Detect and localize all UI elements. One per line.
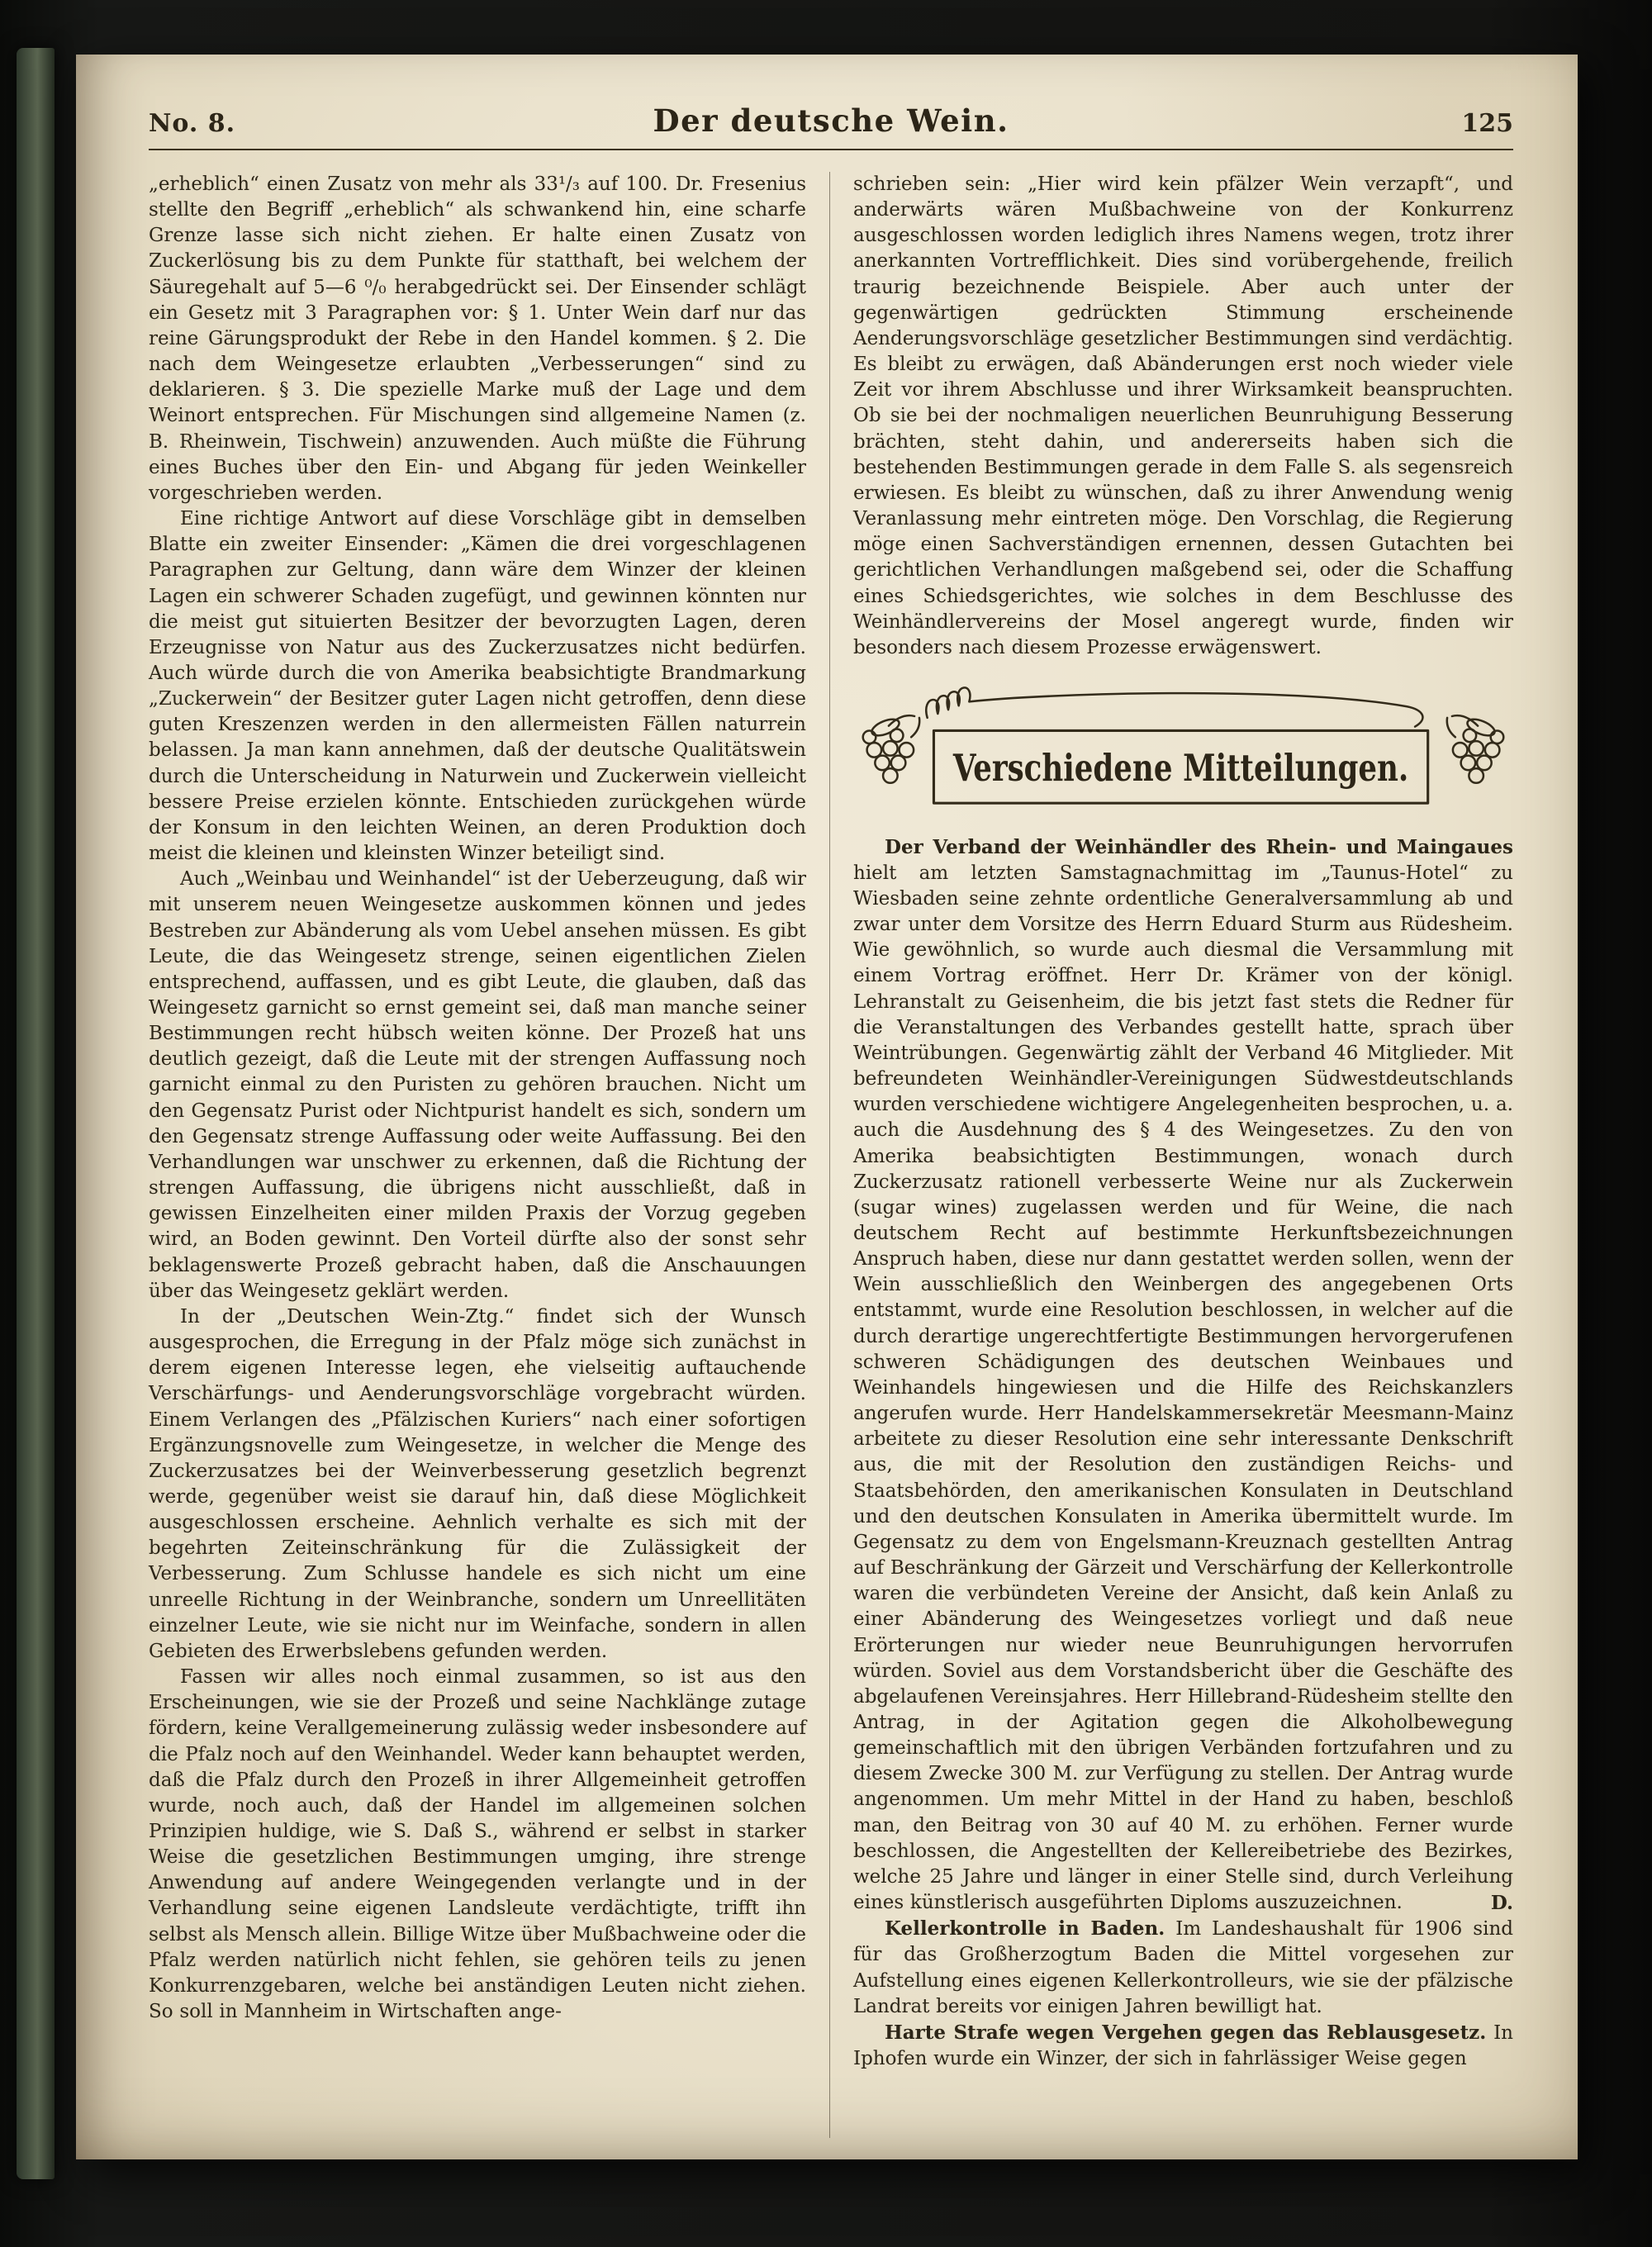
grape-cluster-left-icon — [863, 715, 919, 783]
article-body: hielt am letzten Samstagnachmittag im „Taunus-Hotel“ zu Wiesbaden seine zehnte ordentliche Generalversammlung ab und zwar unter dem Vorsitze des Herrn Eduard Sturm aus Rüdesheim. Wie gewöhnlich, so wurde auch diesmal die Versammlung mit einem Vortrag eröffnet. Herr Dr. Krämer von der königl. Lehranstalt zu Geisenheim, die bis jetzt fast stets die Redner für die Veranstaltungen des Verbandes gestellt hatte, sprach über Weintrübungen. Gegenwärtig zählt der Verband 46 Mitglieder. Mit befreundeten Weinhändler-Vereinigungen Südwestdeutschlands wurden verschiedene wichtigere Angelegenheiten besprochen, u. a. auch die Ausdehnung des § 4 des Weingesetzes. Zu den von Amerika beabsichtigten Bestimmungen, wonach durch Zuckerzusatz rationell verbesserte Weine nur als Zuckerwein (sugar wines) zugelassen werden und für Weine, die nach deutschem Recht auf bestimmte Herkunftsbezeichnungen Anspruch haben, diese nur dann gestattet werden sollen, wenn der Wein ausschließlich den Weinbergen des angegebenen Orts entstammt, wurde eine Resolution beschlossen, in welcher auf die durch derartige ungerechtfertigte Bestimmungen hervorgerufenen schweren Schädigungen des deutschen Weinbaues und Weinhandels hingewiesen und die Hilfe des Reichskanzlers angerufen wurde. Herr Handelskammersekretär Meesmann-Mainz arbeitete zu dieser Resolution eine sehr interessante Denkschrift aus, die mit der Resolution den zuständigen Reichs- und Staatsbehörden, den amerikanischen Konsulaten in Deutschland und den deutschen Konsulaten in Amerika übermittelt wurde. Im Gegensatz zu dem von Engelsmann-Kreuznach gestellten Antrag auf Beschränkung der Gärzeit und Verschärfung der Kellerkontrolle waren die verbündeten Vereine der Ansicht, daß kein Anlaß zu einer Abänderung des Weingesetzes vorliegt und daß neue Erörterungen nur wieder neue Beunruhigungen hervorrufen würden. Soviel aus dem Vorstandsbericht über die Geschäfte des abgelaufenen Vereinsjahres. Herr Hillebrand-Rüdesheim stellte den Antrag, in der Agitation gegen die Alkoholbewegung gemeinschaftlich mit den übrigen Verbänden fortzufahren und zu diesem Zwecke 300 M. zur Verfügung zu stellen. Der Antrag wurde angenommen. Um mehr Mittel in der Hand zu haben, beschloß man, den Beitrag von 30 auf 40 M. zu erhöhen. Ferner wurde beschlossen, die Angestellten der Kellereibetriebe des Bezirkes, welche 25 Jahre und länger in einer Stelle sind, durch Verleihung eines künstlerisch ausgeführten Diploms auszuzeichnen. — [853, 862, 1513, 1914]
article-paragraph: „erheblich“ einen Zusatz von mehr als 33¹/₃ auf 100. Dr. Fresenius stellte den Begriff „erheblich“ als schwankend hin, eine scharfe Grenze lasse sich nicht ziehen. Er halte einen Zusatz von Zuckerlösung bis zu dem Punkte für statthaft, bei welchem der Säuregehalt auf 5—6 ⁰/₀ herabgedrückt sei. Der Einsender schlägt ein Gesetz mit 3 Paragraphen vor: § 1. Unter Wein darf nur das reine Gärungsprodukt der Rebe in den Handel kommen. § 2. Die nach dem Weingesetze erlaubten „Verbesserungen“ sind zu deklarieren. § 3. Die spezielle Marke muß der Lage und dem Weinort entsprechen. Für Mischungen sind allgemeine Namen (z. B. Rheinwein, Tischwein) anzuwenden. Auch müßte die Führung eines Buches über den Ein- und Abgang für jeden Weinkeller vorgeschrieben werden. — [149, 173, 806, 504]
issue-number: No. 8. — [149, 109, 236, 138]
article-lead: Der Verband der Weinhändler des Rhein- und Maingaues — [885, 835, 1513, 858]
scroll-flourish-icon — [926, 687, 1422, 726]
article-signature: D. — [1490, 1892, 1513, 1915]
article-paragraph: In der „Deutschen Wein-Ztg.“ findet sich der Wunsch ausgesprochen, die Erregung in der Pfalz möge sich zunächst in derem eigenen Interesse legen, ehe vielseitig auftauchende Verschärfungs- und Aenderungsvorschläge vorgebracht würden. Einem Verlangen des „Pfälzischen Kuriers“ nach einer sofortigen Ergänzungsnovelle zum Weingesetze, in welcher die Menge des Zuckerzusatzes bei der Weinverbesserung gesetzlich begrenzt werde, gegenüber weist sie darauf hin, daß diese Möglichkeit ausgeschlossen erscheine. Aehnlich verhalte es sich mit der begehrten Zeiteinschränkung für die Zulässigkeit der Verbesserung. Zum Schlusse handele es sich nicht um eine unreelle Richtung in der Weinbranche, sondern um Unreellitäten einzelner Leute, wie sie nicht nur im Weinfache, sondern in allen Gebieten des Erwerbslebens gefunden werden. — [149, 1305, 806, 1662]
article-paragraph — [853, 2020, 1513, 2072]
left-column — [149, 172, 806, 2138]
article-paragraph — [853, 1916, 1513, 2020]
section-ornament — [853, 682, 1513, 818]
article-lead: Kellerkontrolle in Baden. — [885, 1917, 1165, 1941]
page-header — [149, 102, 1513, 150]
article-body: Im Landeshaushalt für 1906 sind für das Großherzogtum Baden die Mittel vorgesehen zur Aufstellung eines eigenen Kellerkontrolleurs, wie sie der pfälzische Landrat bereits vor einigen Jahren bewilligt hat. — [853, 1918, 1513, 2017]
book-cover-edge — [17, 48, 55, 2179]
article-lead: Harte Strafe wegen Vergehen gegen das Reblausgesetz. — [885, 2021, 1487, 2044]
article-body: In Iphofen wurde ein Winzer, der sich in fahrlässiger Weise gegen — [853, 2021, 1513, 2069]
right-column — [829, 172, 1513, 2138]
article-paragraph — [853, 834, 1513, 1917]
journal-title: Der deutsche Wein. — [653, 102, 1009, 139]
article-paragraph: Eine richtige Antwort auf diese Vorschläge gibt in demselben Blatte ein zweiter Einsender: „Kämen die drei vorgeschlagenen Paragraphen zur Geltung, dann wäre dem Winzer der kleinen Lagen ein schwerer Schaden zugefügt, und gewinnen könnten nur die meist gut situierten Besitzer der bevorzugten Lagen, deren Erzeugnisse von Natur aus des Zuckerzusatzes nicht bedürfen. Auch würde durch die von Amerika beabsichtigte Brandmarkung „Zuckerwein“ der Besitzer guter Lagen nicht getroffen, denn diese guten Kreszenzen werden in den allermeisten Fällen naturrein belassen. Ja man kann annehmen, daß der deutsche Qualitätswein durch die Unterscheidung in Naturwein und Zuckerwein vielleicht bessere Preise erzielen könnte. Entschieden zurückgehen würde der Konsum in den leichten Weinen, an deren Produktion doch meist die kleinen und kleinsten Winzer beteiligt sind. — [149, 508, 806, 865]
text-columns — [149, 172, 1513, 2138]
grape-cluster-right-icon — [1447, 715, 1503, 783]
article-paragraph: Fassen wir alles noch einmal zusammen, so ist aus den Erscheinungen, wie sie der Prozeß und seine Nachklänge zutage fördern, keine Verallgemeinerung zulässig weder insbesondere auf die Pfalz noch auf den Weinhandel. Weder kann behauptet werden, daß die Pfalz durch den Prozeß in ihrer Allgemeinheit getroffen wurde, noch auch, daß der Handel im allgemeinen solchen Prinzipien huldige, wie S. Daß S., während er selbst in starker Weise die gesetzlichen Bestimmungen umging, ihre strenge Anwendung auf andere Weingegenden verlangte und in der Verhandlung seine eigenen Landsleute verdächtigte, trifft ihn selbst als Mensch allein. Billige Witze über Mußbachweine oder die Pfalz werden natürlich nicht fehlen, sie gehören teils zu jenen Konkurrenzgebaren, welche bei anständigen Leuten nicht ziehen. So soll in Mannheim in Wirtschaften ange- — [149, 1666, 806, 2023]
article-paragraph: Auch „Weinbau und Weinhandel“ ist der Ueberzeugung, daß wir mit unserem neuen Weingesetze auskommen können und jedes Bestreben zur Abänderung als vom Uebel ansehen müssen. Es gibt Leute, die das Weingesetz strenge, seinen eigentlichen Zielen entsprechend, auffassen, und es gibt Leute, die glauben, daß das Weingesetz garnicht so ernst gemeint sei, daß man manche seiner Bestimmungen recht hübsch weiten könne. Der Prozeß hat uns deutlich gezeigt, daß die Leute mit der strengen Auffassung noch garnicht einmal zu den Puristen zu gehören brauchen. Nicht um den Gegensatz Purist oder Nichtpurist handelt es sich, sondern um den Gegensatz strenge Auffassung oder weite Auffassung. Bei den Verhandlungen war unschwer zu erkennen, daß die Richtung der strengen Auffassung, die übrigens nicht ausschließt, daß in gewissen Einzelheiten einer milden Praxis der Vorzug gegeben wird, an Boden gewinnt. Den Vorteil dürfte also der sonst sehr beklagenswerte Prozeß gebracht haben, daß die Anschauungen über das Weingesetz geklärt werden. — [149, 868, 806, 1302]
paper-page — [76, 55, 1578, 2159]
section-title: Verschiedene Mitteilungen. — [952, 745, 1409, 790]
page-number: 125 — [1461, 109, 1513, 138]
article-paragraph: schrieben sein: „Hier wird kein pfälzer Wein verzapft“, und anderwärts wären Mußbachweine von der Konkurrenz ausgeschlossen worden lediglich ihres Namens wegen, trotz ihrer anerkannten Vortrefflichkeit. Dies sind vorübergehende, freilich traurig bezeichnende Beispiele. Aber auch unter der gegenwärtigen gedrückten Stimmung erscheinende Aenderungsvorschläge gesetzlicher Bestimmungen sind verdächtig. Es bleibt zu erwägen, daß Abänderungen erst noch wieder viele Zeit vor ihrem Abschlusse und ihrer Wirksamkeit beanspruchten. Ob sie bei der nochmaligen neuerlichen Beunruhigung Besserung brächten, steht dahin, und andererseits haben sich die bestehenden Bestimmungen gerade in dem Falle S. als segensreich erwiesen. Es bleibt zu wünschen, daß zu ihrer Anwendung wenig Veranlassung mehr eintreten möge. Den Vorschlag, die Regierung möge einen Sachverständigen ernennen, dessen Gutachten bei gerichtlichen Verhandlungen maßgebend sei, oder die Schaffung eines Schiedsgerichtes, wie solches in dem Beschlusse des Weinhändlervereins der Mosel angeregt wurde, finden wir besonders nach diesem Prozesse erwägenswert. — [853, 173, 1513, 658]
